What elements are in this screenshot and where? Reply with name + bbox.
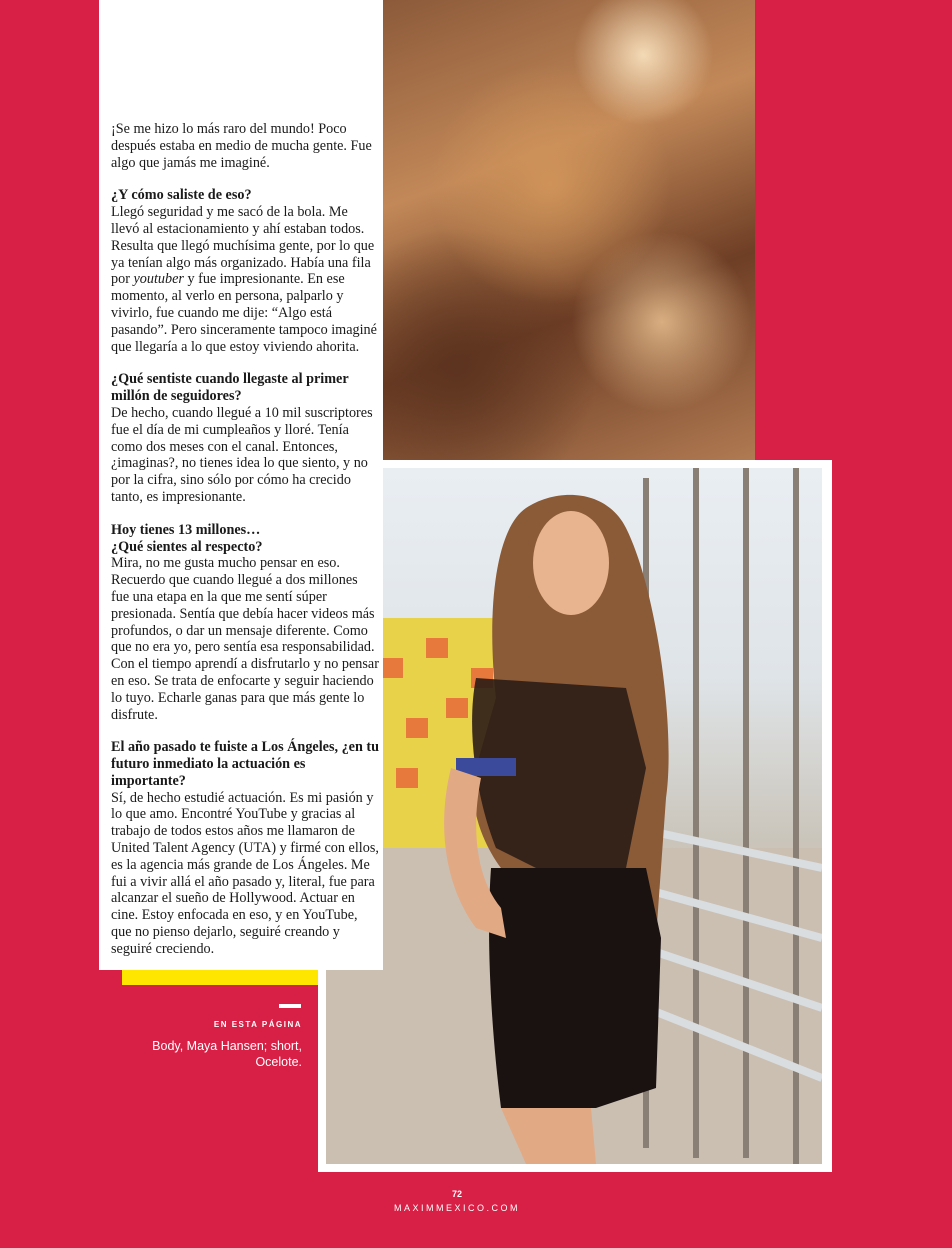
bokeh-photo	[383, 0, 755, 460]
credit-divider	[279, 1004, 301, 1008]
answer-4: Sí, de hecho estudié actuación. Es mi pasión y lo que amo. Encontré YouTube y gracias al trabajo de todos estos años me llamaron de United Talent Agency (UTA) y firmé con ellos, es la agencia más grande de Los Ángeles. Me fui a vivir allá el año pasado y, literal, fue para alcanzar el sueño de Hollywood. Actuar en cine. Estoy enfocada en eso, y en YouTube, que no pienso dejarlo, seguiré creando y seguiré creciendo.	[111, 789, 379, 957]
answer-2: De hecho, cuando llegué a 10 mil suscriptores fue el día de mi cumpleaños y lloré. Tenía como dos meses con el canal. Entonces, ¿imaginas?, no tienes idea lo que siento, y no por la cifra, sino sólo por cómo ha crecido tanto, es impresionante.	[111, 404, 373, 505]
question-3-line-1: Hoy tienes 13 millones…	[111, 521, 261, 538]
answer-1-italic: youtuber	[133, 271, 184, 288]
answer-3: Mira, no me gusta mucho pensar en eso. Recuerdo que cuando llegué a dos millones fue una etapa en la que me sentí súper presionada. Sentía que debía hacer videos más profundos, o dar un mensaje diferente. Como que no era yo, pero sentía esa responsabilidad. Con el tiempo aprendí a disfrutarlo y no pensar en eso. Se trata de enfocarte y seguir haciendo lo tuyo. Echarle ganas para que más gente lo disfrute.	[111, 555, 379, 723]
question-3-line-2: ¿Qué sientes al respecto?	[111, 538, 263, 555]
answer-1-part-1: Llegó seguridad y me sacó de la bola. Me llevó al estacionamiento y ahí estaban todos. Resulta que llegó muchísima gente, por lo que ya tenían algo más organizado. Había una fila por	[111, 204, 375, 288]
shorts	[489, 868, 661, 1108]
face	[533, 511, 609, 615]
question-1: ¿Y cómo saliste de eso?	[111, 187, 252, 204]
credit-heading: EN ESTA PÁGINA	[213, 1020, 302, 1029]
credit-text: Body, Maya Hansen; short, Ocelote.	[152, 1039, 302, 1069]
answer-1-part-2: y fue impresionante. En ese momento, al verlo en persona, palparlo y vivirlo, fue cuando me dije: “Algo está pasando”. Pero sinceramente tampoco imaginé que llegaría a lo que estoy viviendo ahorita.	[111, 271, 377, 355]
qa-block-2	[111, 371, 379, 505]
page-number: 72	[451, 1189, 462, 1199]
portrait-photo-frame	[318, 460, 832, 1172]
portrait-photo	[326, 468, 822, 1164]
question-4: El año pasado te fuiste a Los Ángeles, ¿en tu futuro inmediato la actuación es importante?	[111, 739, 380, 789]
qa-block-3	[111, 522, 379, 724]
portrait-illustration	[326, 468, 822, 1164]
qa-block-1	[111, 187, 379, 355]
article-body	[111, 121, 379, 974]
question-2: ¿Qué sentiste cuando llegaste al primer millón de seguidores?	[111, 371, 349, 405]
site-url[interactable]: MAXIMMEXICO.COM	[393, 1203, 520, 1213]
qa-block-4	[111, 739, 379, 957]
intro-paragraph: ¡Se me hizo lo más raro del mundo! Poco después estaba en medio de mucha gente. Fue algo que jamás me imaginé.	[111, 121, 372, 171]
